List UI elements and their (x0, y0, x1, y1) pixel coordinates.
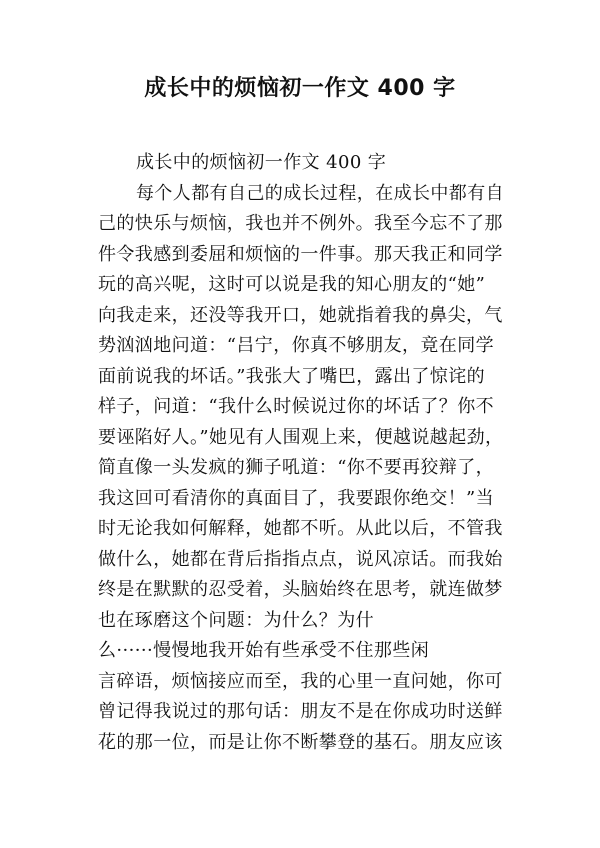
body-line: 终是在默默的忍受着，头脑始终在思考，就连做梦 (98, 579, 503, 600)
body-line: 么······慢慢地我开始有些承受不住那些闲 (98, 640, 430, 661)
body-line: 玩的高兴呢，这时可以说是我的知心朋友的“她” (98, 274, 486, 295)
body-line: 样子，问道：“我什么时候说过你的坏话了？你不 (98, 396, 494, 417)
body-line: 做什么，她都在背后指指点点，说风凉话。而我始 (98, 548, 503, 570)
document-title: 成长中的烦恼初一作文 400 字 (144, 76, 456, 101)
body-line: 花的那一位，而是让你不断攀登的基石。朋友应该 (98, 731, 503, 753)
body-line: 每个人都有自己的成长过程，在成长中都有自 (136, 182, 504, 204)
body-line: 我这回可看清你的真面目了，我要跟你绝交！”当 (98, 487, 494, 509)
body-line: 也在琢磨这个问题：为什么？为什 (98, 609, 374, 631)
body-line: 面前说我的坏话。”我张大了嘴巴，露出了惊诧的 (98, 365, 485, 387)
body-line: 要诬陷好人。”她见有人围观上来，便越说越起劲， (98, 426, 504, 448)
body-line: 时无论我如何解释，她都不听。从此以后，不管我 (98, 518, 503, 539)
body-line: 向我走来，还没等我开口，她就指着我的鼻尖，气 (98, 304, 503, 326)
body-line: 成长中的烦恼初一作文 400 字 (136, 152, 387, 173)
body-line: 言碎语，烦恼接应而至，我的心里一直问她，你可 (98, 670, 503, 692)
document-body (98, 148, 508, 758)
body-line: 己的快乐与烦恼，我也并不例外。我至今忘不了那 (98, 213, 503, 234)
body-line: 件令我感到委屈和烦恼的一件事。那天我正和同学 (98, 243, 503, 265)
body-line: 势汹汹地问道：“吕宁，你真不够朋友，竟在同学 (98, 335, 494, 356)
body-line: 曾记得我说过的那句话：朋友不是在你成功时送鲜 (98, 701, 503, 722)
body-line: 简直像一头发疯的狮子吼道：“你不要再狡辩了， (98, 457, 494, 478)
